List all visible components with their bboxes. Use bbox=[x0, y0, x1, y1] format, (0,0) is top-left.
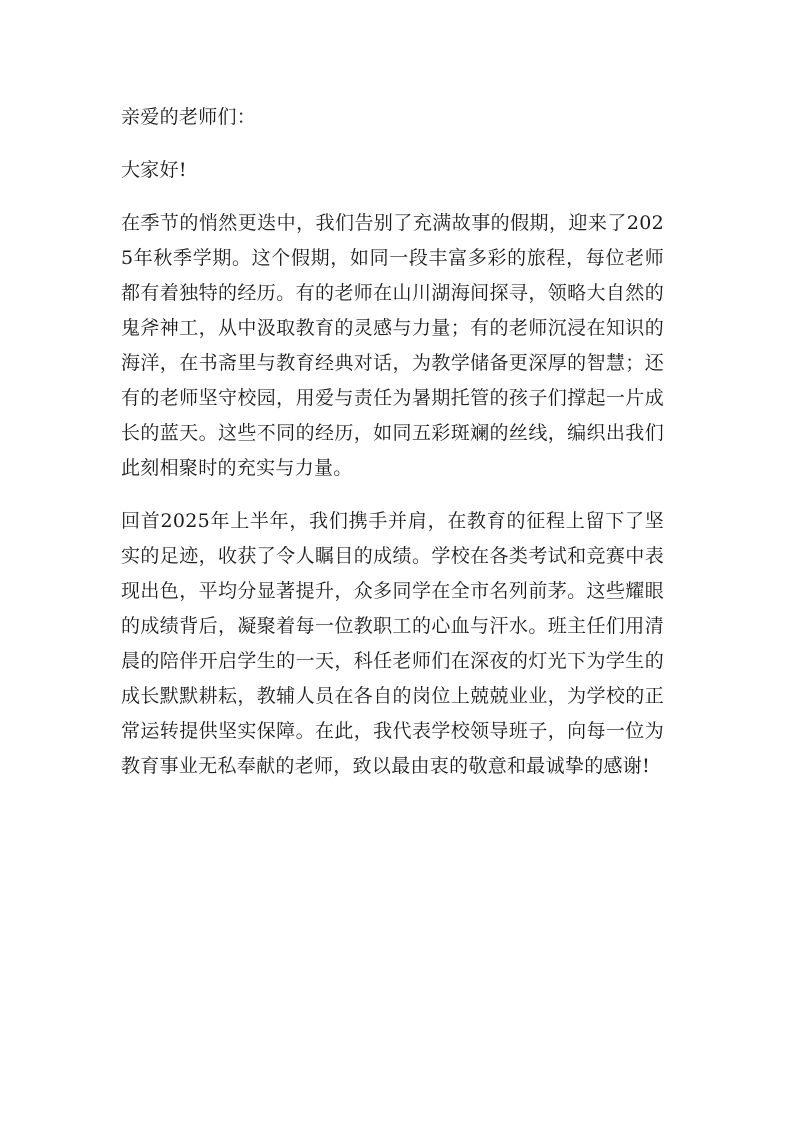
paragraph-summer-break: 在季节的悄然更迭中，我们告别了充满故事的假期，迎来了2025年秋季学期。这个假期，如同一段丰富多彩的旅程，每位老师都有着独特的经历。有的老师在山川湖海间探寻，领略大自然的鬼斧神工，从中汲取教育的灵感与力量；有的老师沉浸在知识的海洋，在书斋里与教育经典对话，为教学储备更深厚的智慧；还有的老师坚守校园，用爱与责任为暑期托管的孩子们撑起一片成长的蓝天。这些不同的经历，如同五彩斑斓的丝线，编织出我们此刻相聚时的充实与力量。 bbox=[121, 212, 664, 479]
document-body bbox=[121, 100, 664, 784]
paragraph-achievements: 回首2025年上半年，我们携手并肩，在教育的征程上留下了坚实的足迹，收获了令人瞩目的成绩。学校在各类考试和竞赛中表现出色，平均分显著提升，众多同学在全市名列前茅。这些耀眼的成绩背后，凝聚着每一位教职工的心血与汗水。班主任们用清晨的陪伴开启学生的一天，科任老师们在深夜的灯光下为学生的成长默默耕耘，教辅人员在各自的岗位上兢兢业业，为学校的正常运转提供坚实保障。在此，我代表学校领导班子，向每一位为教育事业无私奉献的老师，致以最由衷的敬意和最诚挚的感谢! bbox=[121, 510, 664, 777]
greeting: 大家好! bbox=[121, 159, 187, 181]
salutation: 亲爱的老师们： bbox=[121, 106, 257, 128]
